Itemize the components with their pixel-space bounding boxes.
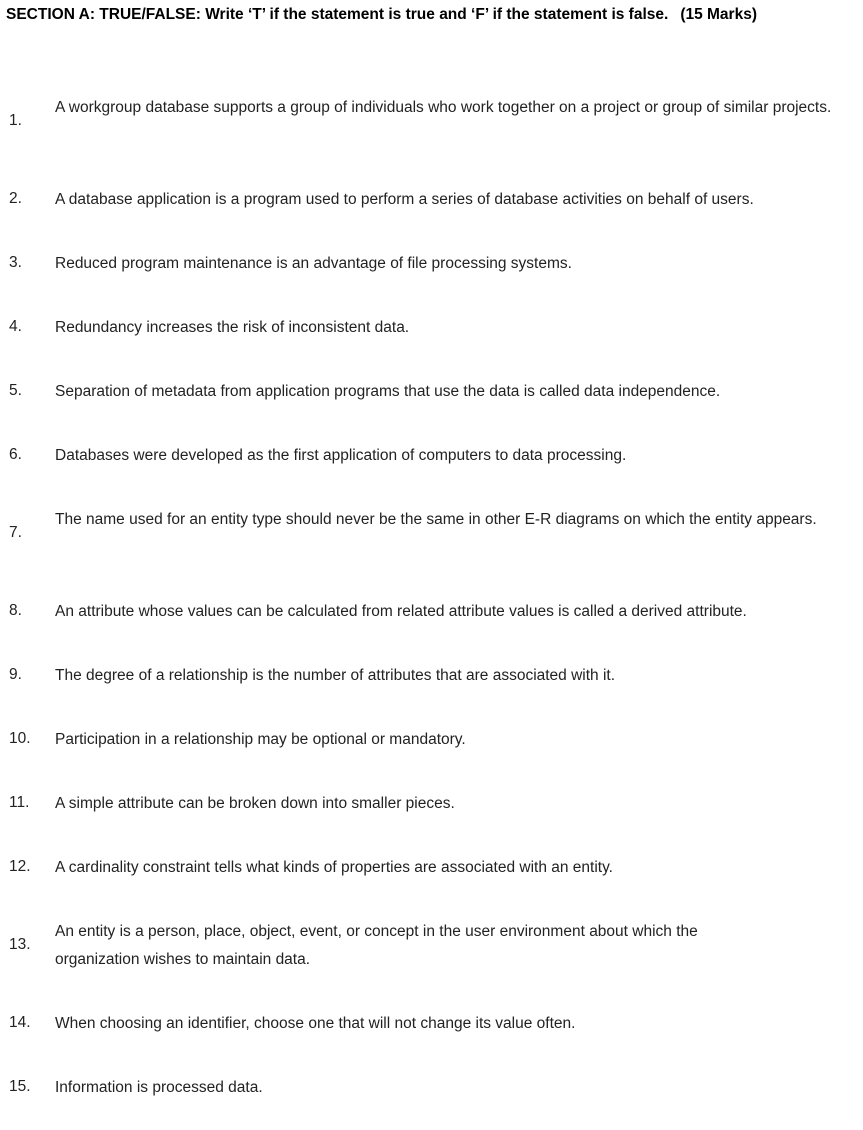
question-6	[0, 442, 863, 470]
question-number: 3.	[9, 254, 22, 271]
question-text: The degree of a relationship is the number of attributes that are associated with it.	[55, 667, 616, 684]
question-1	[0, 94, 863, 150]
question-text: Redundancy increases the risk of inconsistent data.	[55, 319, 410, 336]
question-4	[0, 314, 863, 342]
section-marks: (15 Marks)	[680, 6, 757, 23]
question-number: 7.	[9, 524, 22, 541]
question-13	[0, 918, 863, 974]
question-text: A simple attribute can be broken down into smaller pieces.	[55, 795, 455, 812]
question-number: 8.	[9, 602, 22, 619]
question-text: When choosing an identifier, choose one that will not change its value often.	[55, 1015, 576, 1032]
question-text: A cardinality constraint tells what kinds of properties are associated with an entity.	[55, 859, 613, 876]
question-11	[0, 790, 863, 818]
question-2	[0, 186, 863, 214]
question-3	[0, 250, 863, 278]
section-instructions: SECTION A: TRUE/FALSE: Write ‘T’ if the statement is true and ‘F’ if the statement is false.	[6, 6, 669, 23]
question-number: 4.	[9, 318, 22, 335]
question-number: 9.	[9, 666, 22, 683]
question-number: 11.	[9, 794, 30, 811]
question-text: A database application is a program used to perform a series of database activities on behalf of users.	[55, 191, 754, 208]
question-text: Separation of metadata from application programs that use the data is called data independence.	[55, 383, 721, 400]
question-14	[0, 1010, 863, 1038]
question-number: 6.	[9, 446, 22, 463]
question-text: Databases were developed as the first application of computers to data processing.	[55, 447, 627, 464]
question-10	[0, 726, 863, 754]
question-8	[0, 598, 863, 626]
question-number: 5.	[9, 382, 22, 399]
question-number: 13.	[9, 936, 31, 953]
question-text: A workgroup database supports a group of individuals who work together on a project or group of similar projects.	[55, 99, 832, 116]
question-number: 12.	[9, 858, 31, 875]
question-15	[0, 1074, 863, 1102]
question-number: 1.	[9, 112, 22, 129]
question-number: 10.	[9, 730, 31, 747]
question-text: Information is processed data.	[55, 1079, 263, 1096]
question-7	[0, 506, 863, 562]
question-number: 15.	[9, 1078, 31, 1095]
question-text: An attribute whose values can be calculated from related attribute values is called a derived attribute.	[55, 603, 747, 620]
question-number: 14.	[9, 1014, 31, 1031]
question-9	[0, 662, 863, 690]
question-text: The name used for an entity type should never be the same in other E-R diagrams on which the entity appears.	[55, 511, 817, 528]
question-text: An entity is a person, place, object, event, or concept in the user environment about which the organization wishes to maintain data.	[55, 923, 698, 968]
question-text: Reduced program maintenance is an advantage of file processing systems.	[55, 255, 572, 272]
question-text: Participation in a relationship may be optional or mandatory.	[55, 731, 466, 748]
question-5	[0, 378, 863, 406]
section-title	[6, 6, 757, 24]
question-12	[0, 854, 863, 882]
question-number: 2.	[9, 190, 22, 207]
